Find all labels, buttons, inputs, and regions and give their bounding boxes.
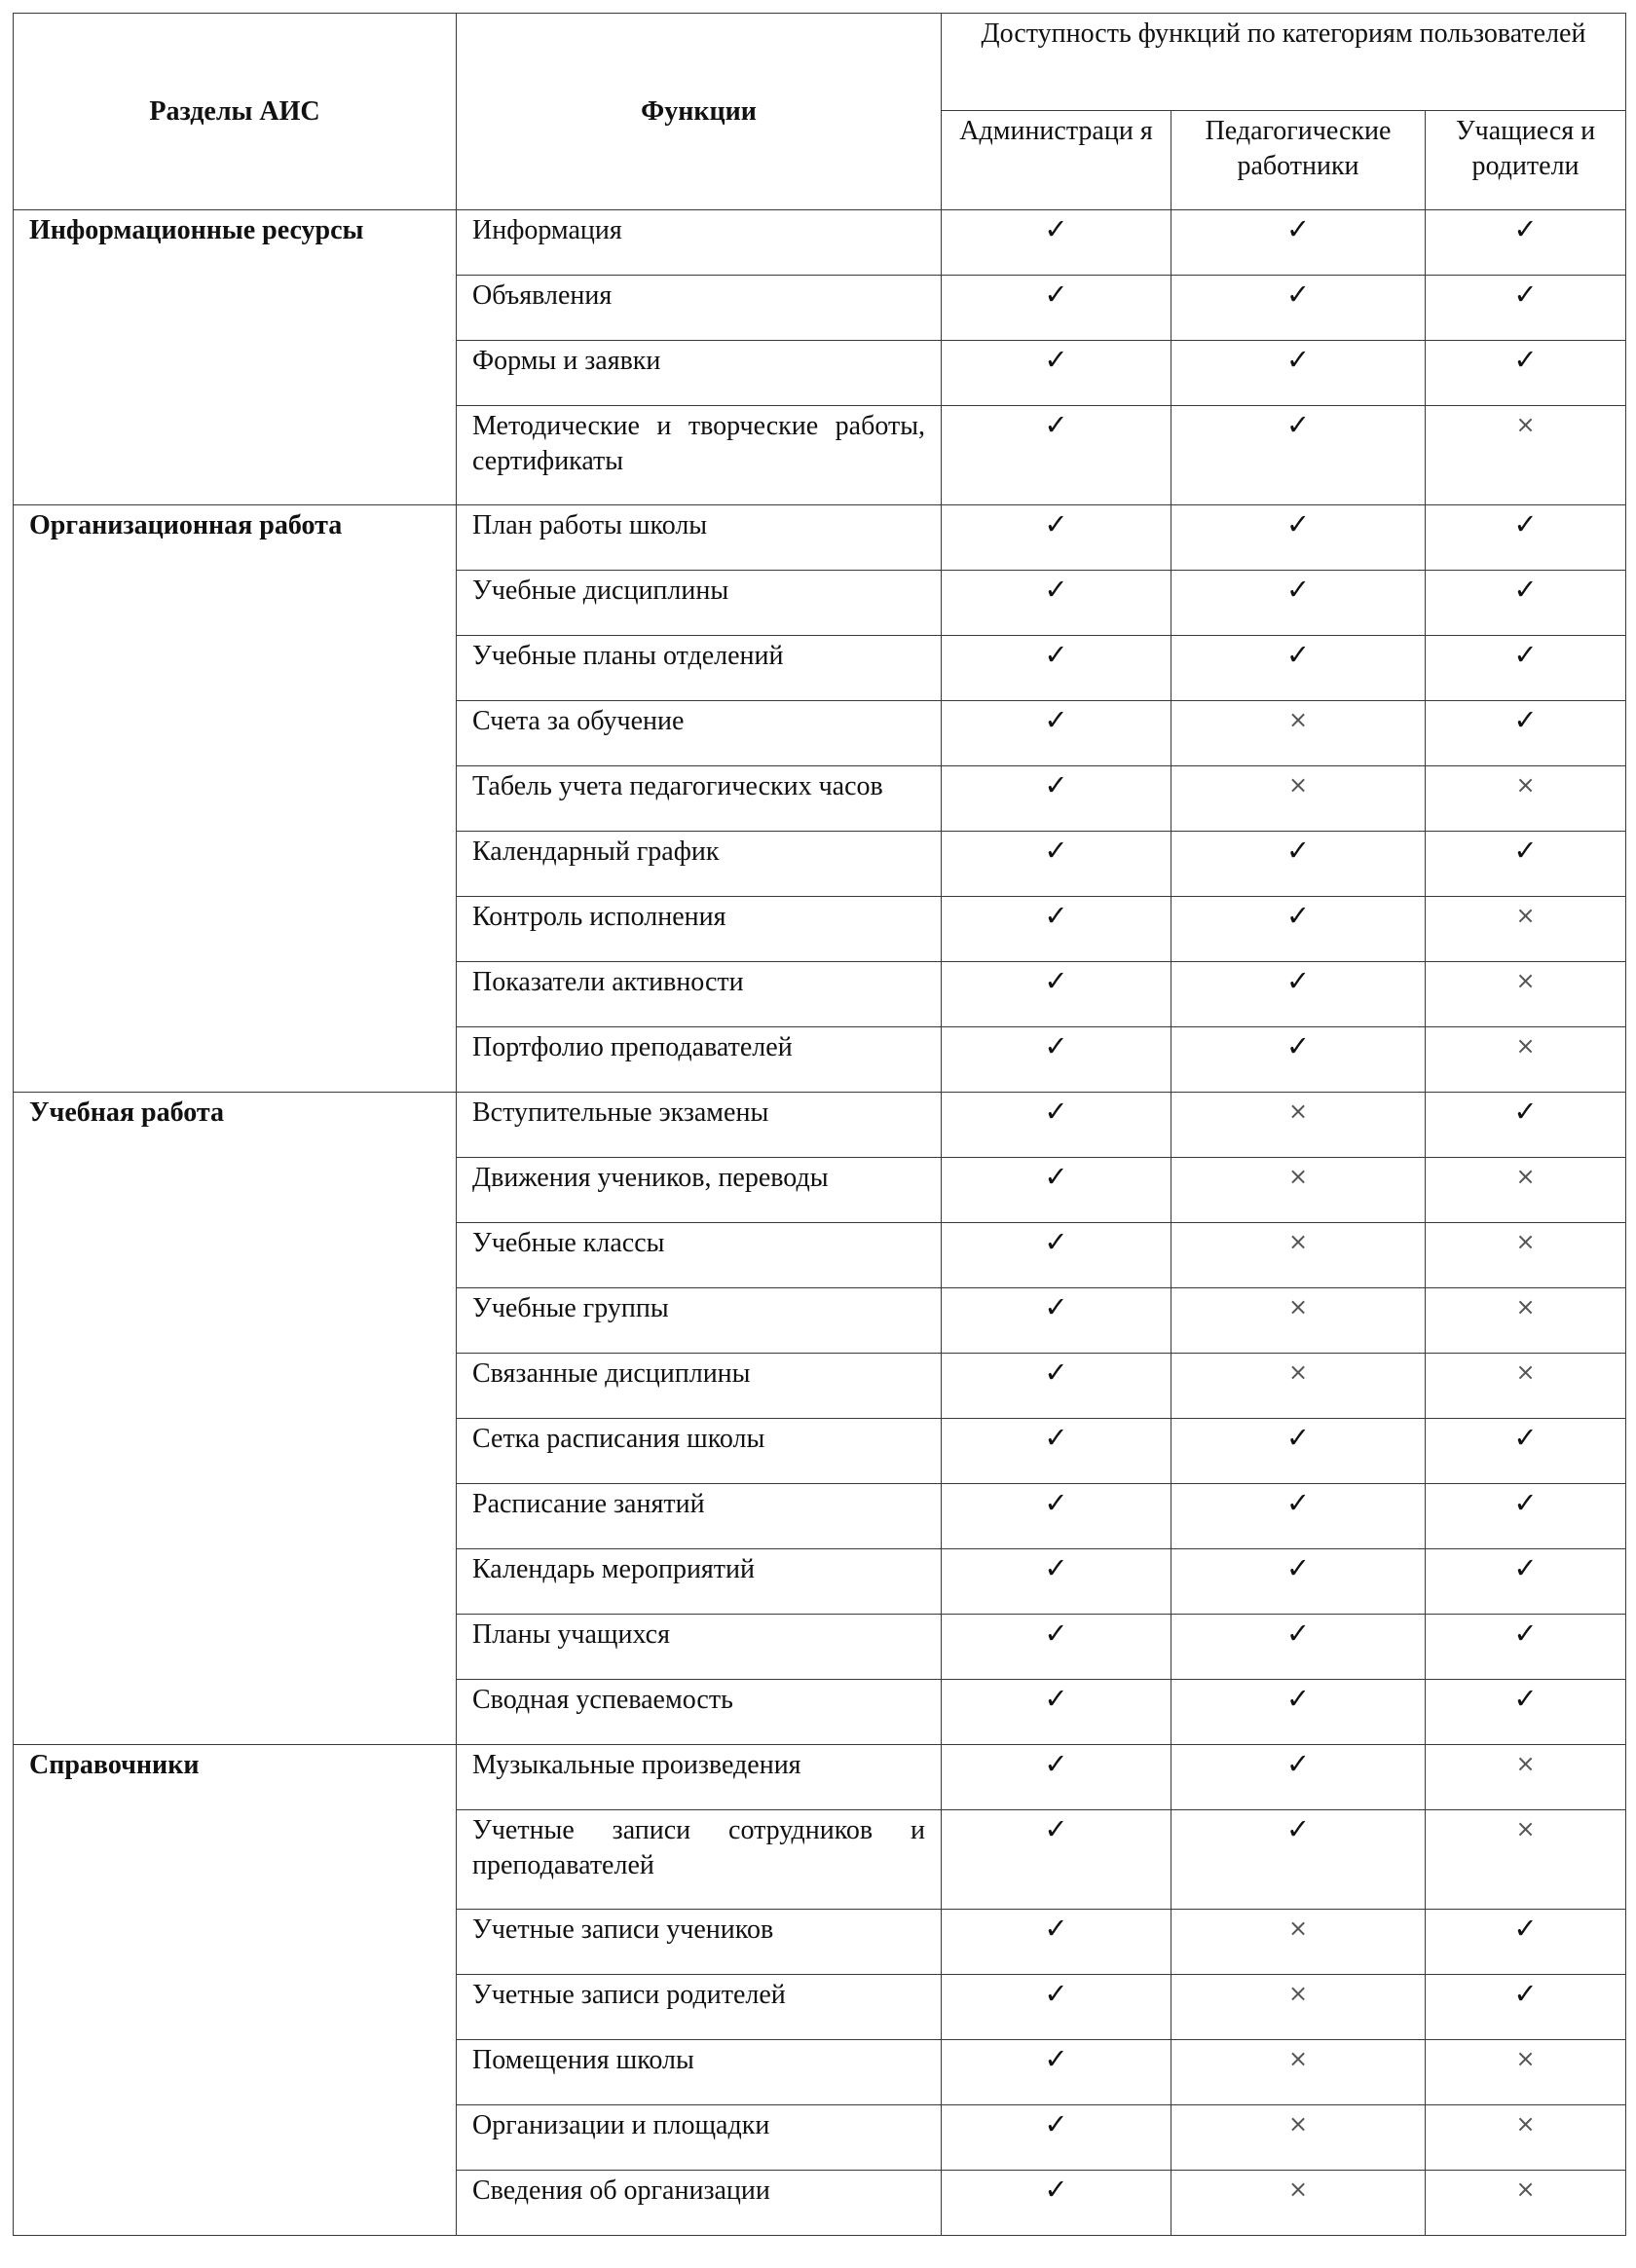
access-cell-teachers	[1171, 571, 1426, 636]
access-group-header: Доступность функций по категориям пользователей	[942, 14, 1626, 111]
access-cell-administration	[942, 832, 1171, 897]
access-cell-teachers	[1171, 2105, 1426, 2171]
function-name: Объявления	[457, 276, 942, 341]
checkmark-icon: ✓	[1044, 212, 1068, 245]
category-header-teachers: Педагогические работники	[1171, 111, 1426, 210]
checkmark-icon: ✓	[1285, 638, 1311, 671]
access-cell-administration	[942, 1910, 1171, 1975]
checkmark-icon: ✓	[1044, 1617, 1068, 1650]
access-cell-students-parents	[1426, 210, 1626, 276]
access-cell-administration	[942, 766, 1171, 832]
access-cell-students-parents	[1426, 832, 1626, 897]
access-cell-administration	[942, 210, 1171, 276]
access-cell-students-parents	[1426, 1810, 1626, 1910]
function-name: План работы школы	[457, 505, 942, 571]
checkmark-icon: ✓	[1044, 1290, 1068, 1323]
function-name: Учебные группы	[457, 1288, 942, 1354]
access-cell-administration	[942, 2105, 1171, 2171]
access-cell-administration	[942, 2040, 1171, 2105]
table-header	[14, 14, 1626, 210]
cross-icon: ×	[1515, 2045, 1536, 2072]
checkmark-icon: ✓	[1513, 703, 1538, 736]
cross-icon: ×	[1515, 1293, 1536, 1320]
access-cell-administration	[942, 571, 1171, 636]
access-cell-administration	[942, 341, 1171, 406]
cross-icon: ×	[1287, 1915, 1309, 1942]
cross-icon: ×	[1287, 2045, 1309, 2072]
access-cell-students-parents	[1426, 897, 1626, 962]
checkmark-icon: ✓	[1044, 1486, 1068, 1519]
cross-icon: ×	[1515, 2175, 1536, 2203]
header-row-top	[14, 14, 1626, 111]
checkmark-icon: ✓	[1513, 1682, 1538, 1715]
function-name: Помещения школы	[457, 2040, 942, 2105]
checkmark-icon: ✓	[1044, 1225, 1068, 1258]
checkmark-icon: ✓	[1285, 1029, 1311, 1062]
access-cell-administration	[942, 701, 1171, 766]
function-name: Движения учеников, переводы	[457, 1158, 942, 1223]
cross-icon: ×	[1287, 1097, 1309, 1125]
cross-icon: ×	[1515, 902, 1536, 929]
function-name: Учебные планы отделений	[457, 636, 942, 701]
checkmark-icon: ✓	[1513, 1617, 1538, 1650]
checkmark-icon: ✓	[1285, 834, 1311, 867]
checkmark-icon: ✓	[1044, 1912, 1068, 1945]
cross-icon: ×	[1515, 1032, 1536, 1060]
checkmark-icon: ✓	[1044, 964, 1068, 997]
section-name: Справочники	[14, 1745, 457, 2236]
access-cell-teachers	[1171, 832, 1426, 897]
checkmark-icon: ✓	[1044, 1977, 1068, 2010]
access-cell-administration	[942, 1093, 1171, 1158]
access-cell-students-parents	[1426, 2171, 1626, 2236]
checkmark-icon: ✓	[1044, 1747, 1068, 1780]
function-name: Учебные классы	[457, 1223, 942, 1288]
checkmark-icon: ✓	[1044, 1356, 1068, 1389]
function-name: Методические и творческие работы, сертификаты	[457, 406, 942, 505]
access-cell-teachers	[1171, 766, 1426, 832]
checkmark-icon: ✓	[1513, 1421, 1538, 1454]
checkmark-icon: ✓	[1285, 1551, 1311, 1584]
checkmark-icon: ✓	[1285, 1747, 1311, 1780]
access-cell-students-parents	[1426, 1549, 1626, 1615]
access-cell-teachers	[1171, 505, 1426, 571]
cross-icon: ×	[1515, 1163, 1536, 1190]
checkmark-icon: ✓	[1513, 507, 1538, 540]
cross-icon: ×	[1287, 1980, 1309, 2007]
cross-icon: ×	[1515, 1815, 1536, 1842]
access-cell-administration	[942, 1027, 1171, 1093]
checkmark-icon: ✓	[1044, 768, 1068, 801]
checkmark-icon: ✓	[1513, 1977, 1538, 2010]
access-cell-administration	[942, 1975, 1171, 2040]
checkmark-icon: ✓	[1285, 1486, 1311, 1519]
checkmark-icon: ✓	[1285, 507, 1311, 540]
cross-icon: ×	[1515, 771, 1536, 799]
section-name: Организационная работа	[14, 505, 457, 1093]
cross-icon: ×	[1515, 411, 1536, 438]
access-cell-students-parents	[1426, 1484, 1626, 1549]
checkmark-icon: ✓	[1513, 212, 1538, 245]
checkmark-icon: ✓	[1285, 573, 1311, 606]
access-cell-administration	[942, 1354, 1171, 1419]
access-cell-teachers	[1171, 1027, 1426, 1093]
checkmark-icon: ✓	[1513, 278, 1538, 311]
access-cell-teachers	[1171, 276, 1426, 341]
access-cell-administration	[942, 1419, 1171, 1484]
access-cell-students-parents	[1426, 1158, 1626, 1223]
checkmark-icon: ✓	[1285, 408, 1311, 441]
access-cell-administration	[942, 1810, 1171, 1910]
function-name: Учетные записи учеников	[457, 1910, 942, 1975]
checkmark-icon: ✓	[1044, 343, 1068, 376]
checkmark-icon: ✓	[1513, 1486, 1538, 1519]
access-cell-students-parents	[1426, 276, 1626, 341]
access-cell-teachers	[1171, 636, 1426, 701]
checkmark-icon: ✓	[1044, 1160, 1068, 1193]
checkmark-icon: ✓	[1285, 1617, 1311, 1650]
checkmark-icon: ✓	[1285, 899, 1311, 932]
function-name: Вступительные экзамены	[457, 1093, 942, 1158]
table-body	[14, 210, 1626, 2236]
access-cell-students-parents	[1426, 341, 1626, 406]
access-cell-administration	[942, 406, 1171, 505]
checkmark-icon: ✓	[1044, 2042, 1068, 2075]
access-cell-teachers	[1171, 701, 1426, 766]
access-cell-administration	[942, 1288, 1171, 1354]
access-cell-administration	[942, 897, 1171, 962]
checkmark-icon: ✓	[1513, 1095, 1538, 1128]
access-cell-students-parents	[1426, 2105, 1626, 2171]
access-cell-students-parents	[1426, 1615, 1626, 1680]
function-name: Счета за обучение	[457, 701, 942, 766]
access-cell-students-parents	[1426, 1027, 1626, 1093]
checkmark-icon: ✓	[1044, 1812, 1068, 1845]
access-cell-students-parents	[1426, 1093, 1626, 1158]
access-cell-teachers	[1171, 1549, 1426, 1615]
function-name: Календарный график	[457, 832, 942, 897]
checkmark-icon: ✓	[1044, 1551, 1068, 1584]
checkmark-icon: ✓	[1513, 1551, 1538, 1584]
access-cell-students-parents	[1426, 1419, 1626, 1484]
cross-icon: ×	[1515, 1750, 1536, 1777]
checkmark-icon: ✓	[1044, 1029, 1068, 1062]
function-name: Расписание занятий	[457, 1484, 942, 1549]
function-name: Табель учета педагогических часов	[457, 766, 942, 832]
access-cell-administration	[942, 636, 1171, 701]
checkmark-icon: ✓	[1513, 343, 1538, 376]
access-cell-teachers	[1171, 406, 1426, 505]
checkmark-icon: ✓	[1285, 1682, 1311, 1715]
checkmark-icon: ✓	[1044, 834, 1068, 867]
access-table	[13, 13, 1626, 2236]
table-row	[14, 1093, 1626, 1158]
access-cell-students-parents	[1426, 2040, 1626, 2105]
category-header-administration: Администраци я	[942, 111, 1171, 210]
cross-icon: ×	[1515, 967, 1536, 994]
checkmark-icon: ✓	[1513, 573, 1538, 606]
access-cell-administration	[942, 2171, 1171, 2236]
cross-icon: ×	[1287, 1163, 1309, 1190]
function-name: Учебные дисциплины	[457, 571, 942, 636]
function-name: Календарь мероприятий	[457, 1549, 942, 1615]
access-cell-teachers	[1171, 1354, 1426, 1419]
function-name: Музыкальные произведения	[457, 1745, 942, 1810]
checkmark-icon: ✓	[1513, 834, 1538, 867]
checkmark-icon: ✓	[1044, 2107, 1068, 2140]
access-cell-administration	[942, 1223, 1171, 1288]
cross-icon: ×	[1287, 771, 1309, 799]
sections-column-header: Разделы АИС	[14, 14, 457, 210]
checkmark-icon: ✓	[1285, 1812, 1311, 1845]
access-cell-students-parents	[1426, 1223, 1626, 1288]
access-cell-teachers	[1171, 1910, 1426, 1975]
page	[13, 13, 1625, 2236]
table-row	[14, 505, 1626, 571]
access-cell-students-parents	[1426, 1910, 1626, 1975]
access-cell-administration	[942, 505, 1171, 571]
access-cell-administration	[942, 1615, 1171, 1680]
access-cell-administration	[942, 962, 1171, 1027]
cross-icon: ×	[1287, 1358, 1309, 1386]
access-cell-teachers	[1171, 1680, 1426, 1745]
access-cell-administration	[942, 1158, 1171, 1223]
access-cell-administration	[942, 1680, 1171, 1745]
function-name: Учетные записи родителей	[457, 1975, 942, 2040]
function-name: Контроль исполнения	[457, 897, 942, 962]
access-cell-teachers	[1171, 1484, 1426, 1549]
access-cell-teachers	[1171, 962, 1426, 1027]
access-cell-teachers	[1171, 1223, 1426, 1288]
cross-icon: ×	[1515, 1358, 1536, 1386]
checkmark-icon: ✓	[1044, 408, 1068, 441]
access-cell-students-parents	[1426, 1354, 1626, 1419]
checkmark-icon: ✓	[1285, 964, 1311, 997]
access-cell-students-parents	[1426, 505, 1626, 571]
access-cell-students-parents	[1426, 571, 1626, 636]
access-cell-students-parents	[1426, 406, 1626, 505]
function-name: Организации и площадки	[457, 2105, 942, 2171]
access-cell-students-parents	[1426, 1680, 1626, 1745]
access-cell-administration	[942, 276, 1171, 341]
checkmark-icon: ✓	[1285, 212, 1311, 245]
category-header-students-parents: Учащиеся и родители	[1426, 111, 1626, 210]
access-cell-teachers	[1171, 1093, 1426, 1158]
access-cell-students-parents	[1426, 1975, 1626, 2040]
checkmark-icon: ✓	[1044, 573, 1068, 606]
checkmark-icon: ✓	[1044, 278, 1068, 311]
access-cell-teachers	[1171, 1615, 1426, 1680]
section-name: Информационные ресурсы	[14, 210, 457, 505]
access-cell-teachers	[1171, 1419, 1426, 1484]
access-cell-students-parents	[1426, 1745, 1626, 1810]
function-name: Сводная успеваемость	[457, 1680, 942, 1745]
checkmark-icon: ✓	[1044, 899, 1068, 932]
cross-icon: ×	[1287, 2175, 1309, 2203]
access-cell-students-parents	[1426, 1288, 1626, 1354]
access-cell-teachers	[1171, 1288, 1426, 1354]
function-name: Показатели активности	[457, 962, 942, 1027]
access-cell-students-parents	[1426, 701, 1626, 766]
access-cell-administration	[942, 1549, 1171, 1615]
function-name: Связанные дисциплины	[457, 1354, 942, 1419]
access-cell-teachers	[1171, 1745, 1426, 1810]
checkmark-icon: ✓	[1513, 1912, 1538, 1945]
cross-icon: ×	[1287, 1228, 1309, 1255]
access-cell-teachers	[1171, 2040, 1426, 2105]
checkmark-icon: ✓	[1044, 638, 1068, 671]
access-cell-students-parents	[1426, 962, 1626, 1027]
function-name: Информация	[457, 210, 942, 276]
access-cell-teachers	[1171, 1975, 1426, 2040]
section-name: Учебная работа	[14, 1093, 457, 1745]
function-name: Сведения об организации	[457, 2171, 942, 2236]
function-name: Сетка расписания школы	[457, 1419, 942, 1484]
checkmark-icon: ✓	[1285, 278, 1311, 311]
table-row	[14, 1745, 1626, 1810]
cross-icon: ×	[1287, 706, 1309, 733]
checkmark-icon: ✓	[1285, 1421, 1311, 1454]
cross-icon: ×	[1515, 1228, 1536, 1255]
function-name: Портфолио преподавателей	[457, 1027, 942, 1093]
access-cell-administration	[942, 1484, 1171, 1549]
cross-icon: ×	[1515, 2110, 1536, 2138]
access-cell-students-parents	[1426, 766, 1626, 832]
table-row	[14, 210, 1626, 276]
function-name: Учетные записи сотрудников и преподавателей	[457, 1810, 942, 1910]
access-cell-teachers	[1171, 210, 1426, 276]
access-cell-teachers	[1171, 1810, 1426, 1910]
checkmark-icon: ✓	[1285, 343, 1311, 376]
functions-column-header: Функции	[457, 14, 942, 210]
access-cell-administration	[942, 1745, 1171, 1810]
checkmark-icon: ✓	[1513, 638, 1538, 671]
checkmark-icon: ✓	[1044, 2173, 1068, 2206]
cross-icon: ×	[1287, 2110, 1309, 2138]
checkmark-icon: ✓	[1044, 1682, 1068, 1715]
checkmark-icon: ✓	[1044, 507, 1068, 540]
access-cell-teachers	[1171, 2171, 1426, 2236]
function-name: Планы учащихся	[457, 1615, 942, 1680]
checkmark-icon: ✓	[1044, 1421, 1068, 1454]
cross-icon: ×	[1287, 1293, 1309, 1320]
access-cell-teachers	[1171, 341, 1426, 406]
checkmark-icon: ✓	[1044, 1095, 1068, 1128]
access-cell-students-parents	[1426, 636, 1626, 701]
checkmark-icon: ✓	[1044, 703, 1068, 736]
access-cell-teachers	[1171, 897, 1426, 962]
function-name: Формы и заявки	[457, 341, 942, 406]
access-cell-teachers	[1171, 1158, 1426, 1223]
